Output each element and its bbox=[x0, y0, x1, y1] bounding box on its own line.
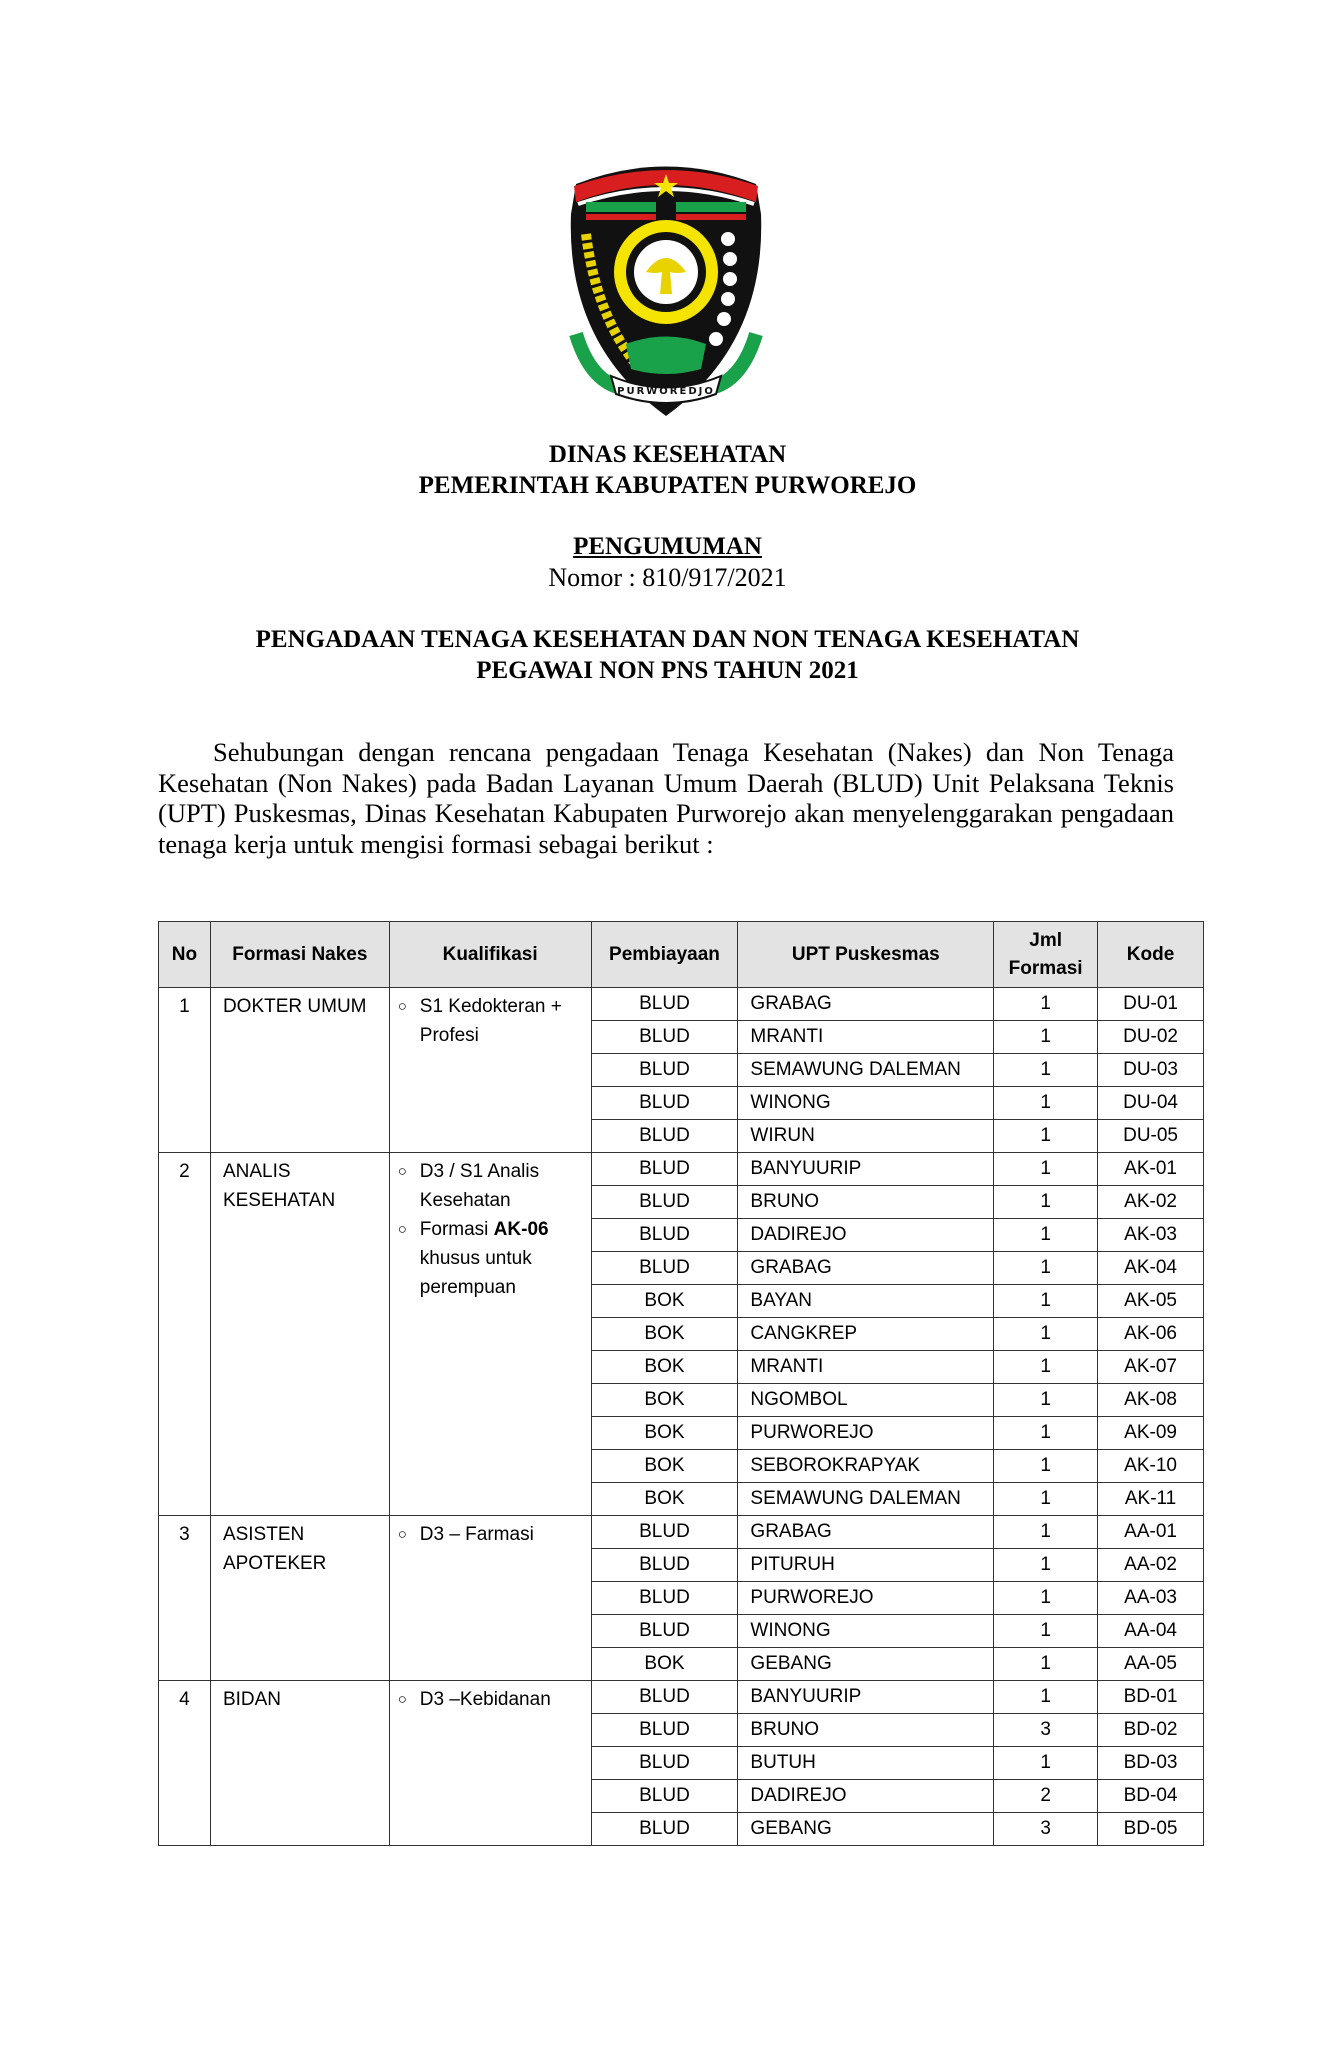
funding: BLUD bbox=[591, 1582, 738, 1615]
formation-name: DOKTER UMUM bbox=[210, 988, 389, 1153]
qualification-text: S1 Kedokteran + Profesi bbox=[419, 996, 562, 1046]
funding: BOK bbox=[591, 1285, 738, 1318]
qualification-code: AK-06 bbox=[493, 1219, 549, 1240]
formation-count: 1 bbox=[994, 1318, 1098, 1351]
puskesmas: BAYAN bbox=[738, 1285, 994, 1318]
code: AK-03 bbox=[1098, 1219, 1204, 1252]
puskesmas: BANYUURIP bbox=[738, 1681, 994, 1714]
funding: BOK bbox=[591, 1450, 738, 1483]
qualification-item bbox=[396, 1520, 585, 1549]
funding: BLUD bbox=[591, 1219, 738, 1252]
puskesmas: NGOMBOL bbox=[738, 1384, 994, 1417]
puskesmas: BUTUH bbox=[738, 1747, 994, 1780]
formation-table bbox=[158, 921, 1204, 1846]
formation-count: 1 bbox=[994, 1747, 1098, 1780]
qualification-text: D3 – Farmasi bbox=[419, 1524, 534, 1545]
puskesmas: GEBANG bbox=[738, 1813, 994, 1846]
subject-line-2: PEGAWAI NON PNS TAHUN 2021 bbox=[476, 657, 859, 684]
puskesmas: GRABAG bbox=[738, 1516, 994, 1549]
code: BD-02 bbox=[1098, 1714, 1204, 1747]
formation-name: ASISTEN APOTEKER bbox=[210, 1516, 389, 1681]
funding: BLUD bbox=[591, 1186, 738, 1219]
formation-count: 1 bbox=[994, 1549, 1098, 1582]
funding: BOK bbox=[591, 1384, 738, 1417]
puskesmas: PITURUH bbox=[738, 1549, 994, 1582]
code: DU-04 bbox=[1098, 1087, 1204, 1120]
intro-paragraph: Sehubungan dengan rencana pengadaan Tenaga Kesehatan (Nakes) dan Non Tenaga Kesehatan (Non Nakes) pada Badan Layanan Umum Daerah (BLUD) Unit Pelaksana Teknis (UPT) Puskesmas, Dinas Kesehatan Kabupaten Purworejo akan menyelenggarakan pengadaan tenaga kerja untuk mengisi formasi sebagai berikut : bbox=[158, 737, 1174, 860]
formation-count: 1 bbox=[994, 1648, 1098, 1681]
code: AK-09 bbox=[1098, 1417, 1204, 1450]
table-row bbox=[159, 1681, 1204, 1714]
formation-count: 1 bbox=[994, 1219, 1098, 1252]
formation-count: 3 bbox=[994, 1714, 1098, 1747]
puskesmas: WIRUN bbox=[738, 1120, 994, 1153]
funding: BLUD bbox=[591, 1516, 738, 1549]
document-number: Nomor : 810/917/2021 bbox=[548, 563, 787, 592]
formation-count: 1 bbox=[994, 1252, 1098, 1285]
formation-count: 1 bbox=[994, 1021, 1098, 1054]
puskesmas: GEBANG bbox=[738, 1648, 994, 1681]
code: AK-07 bbox=[1098, 1351, 1204, 1384]
puskesmas: WINONG bbox=[738, 1087, 994, 1120]
formation-count: 1 bbox=[994, 1153, 1098, 1186]
funding: BLUD bbox=[591, 1615, 738, 1648]
puskesmas: PURWOREJO bbox=[738, 1417, 994, 1450]
funding: BLUD bbox=[591, 1252, 738, 1285]
code: BD-05 bbox=[1098, 1813, 1204, 1846]
puskesmas: WINONG bbox=[738, 1615, 994, 1648]
qualification-item bbox=[396, 992, 585, 1050]
puskesmas: DADIREJO bbox=[738, 1780, 994, 1813]
funding: BLUD bbox=[591, 1054, 738, 1087]
column-header: Formasi Nakes bbox=[210, 922, 389, 988]
qualification bbox=[389, 1153, 591, 1516]
code: AK-06 bbox=[1098, 1318, 1204, 1351]
puskesmas: BRUNO bbox=[738, 1714, 994, 1747]
puskesmas: SEMAWUNG DALEMAN bbox=[738, 1483, 994, 1516]
qualification-item bbox=[396, 1215, 585, 1302]
code: AK-02 bbox=[1098, 1186, 1204, 1219]
puskesmas: DADIREJO bbox=[738, 1219, 994, 1252]
code: AK-01 bbox=[1098, 1153, 1204, 1186]
qualification-text: D3 / S1 Analis Kesehatan bbox=[419, 1161, 540, 1211]
formation-count: 1 bbox=[994, 1516, 1098, 1549]
qualification-text: Formasi bbox=[419, 1219, 494, 1240]
row-number: 1 bbox=[159, 988, 211, 1153]
code: AK-08 bbox=[1098, 1384, 1204, 1417]
formation-count: 3 bbox=[994, 1813, 1098, 1846]
agency-name: DINAS KESEHATAN bbox=[548, 441, 787, 468]
funding: BLUD bbox=[591, 1021, 738, 1054]
subject-line-1: PENGADAAN TENAGA KESEHATAN DAN NON TENAGA KESEHATAN bbox=[255, 626, 1080, 653]
column-header: Kode bbox=[1098, 922, 1204, 988]
formation-count: 1 bbox=[994, 1054, 1098, 1087]
funding: BLUD bbox=[591, 1813, 738, 1846]
table-row bbox=[159, 988, 1204, 1021]
formation-count: 1 bbox=[994, 1120, 1098, 1153]
funding: BOK bbox=[591, 1417, 738, 1450]
column-header: Jml Formasi bbox=[994, 922, 1098, 988]
code: AA-03 bbox=[1098, 1582, 1204, 1615]
funding: BOK bbox=[591, 1351, 738, 1384]
code: AK-04 bbox=[1098, 1252, 1204, 1285]
formation-count: 1 bbox=[994, 1615, 1098, 1648]
formation-count: 1 bbox=[994, 1351, 1098, 1384]
formation-count: 1 bbox=[994, 1087, 1098, 1120]
puskesmas: PURWOREJO bbox=[738, 1582, 994, 1615]
code: DU-05 bbox=[1098, 1120, 1204, 1153]
qualification bbox=[389, 1681, 591, 1846]
puskesmas: BRUNO bbox=[738, 1186, 994, 1219]
puskesmas: GRABAG bbox=[738, 988, 994, 1021]
code: AK-05 bbox=[1098, 1285, 1204, 1318]
funding: BLUD bbox=[591, 1780, 738, 1813]
formation-count: 1 bbox=[994, 1582, 1098, 1615]
qualification bbox=[389, 1516, 591, 1681]
funding: BOK bbox=[591, 1483, 738, 1516]
puskesmas: SEBOROKRAPYAK bbox=[738, 1450, 994, 1483]
table-row bbox=[159, 1516, 1204, 1549]
formation-count: 2 bbox=[994, 1780, 1098, 1813]
formation-count: 1 bbox=[994, 1186, 1098, 1219]
funding: BOK bbox=[591, 1318, 738, 1351]
funding: BLUD bbox=[591, 1549, 738, 1582]
code: BD-03 bbox=[1098, 1747, 1204, 1780]
qualification bbox=[389, 988, 591, 1153]
funding: BLUD bbox=[591, 1681, 738, 1714]
formation-count: 1 bbox=[994, 1450, 1098, 1483]
qualification-item bbox=[396, 1157, 585, 1215]
column-header: No bbox=[159, 922, 211, 988]
code: AA-04 bbox=[1098, 1615, 1204, 1648]
formation-name: ANALIS KESEHATAN bbox=[210, 1153, 389, 1516]
formation-count: 1 bbox=[994, 1285, 1098, 1318]
formation-count: 1 bbox=[994, 1483, 1098, 1516]
funding: BLUD bbox=[591, 1153, 738, 1186]
puskesmas: BANYUURIP bbox=[738, 1153, 994, 1186]
row-number: 2 bbox=[159, 1153, 211, 1516]
document-type: PENGUMUMAN bbox=[573, 533, 762, 560]
code: DU-03 bbox=[1098, 1054, 1204, 1087]
table-header-row bbox=[159, 922, 1204, 988]
formation-name: BIDAN bbox=[210, 1681, 389, 1846]
row-number: 4 bbox=[159, 1681, 211, 1846]
puskesmas: CANGKREP bbox=[738, 1318, 994, 1351]
formation-count: 1 bbox=[994, 1681, 1098, 1714]
code: AA-02 bbox=[1098, 1549, 1204, 1582]
purworejo-regency-emblem bbox=[556, 154, 776, 420]
funding: BLUD bbox=[591, 1747, 738, 1780]
formation-count: 1 bbox=[994, 1384, 1098, 1417]
formation-count: 1 bbox=[994, 988, 1098, 1021]
government-name: PEMERINTAH KABUPATEN PURWOREJO bbox=[418, 472, 917, 499]
code: AA-05 bbox=[1098, 1648, 1204, 1681]
column-header: Kualifikasi bbox=[389, 922, 591, 988]
qualification-text: khusus untuk perempuan bbox=[419, 1248, 532, 1298]
puskesmas: GRABAG bbox=[738, 1252, 994, 1285]
table-row bbox=[159, 1153, 1204, 1186]
puskesmas: MRANTI bbox=[738, 1021, 994, 1054]
code: BD-01 bbox=[1098, 1681, 1204, 1714]
code: DU-02 bbox=[1098, 1021, 1204, 1054]
funding: BLUD bbox=[591, 1087, 738, 1120]
column-header: UPT Puskesmas bbox=[738, 922, 994, 988]
funding: BLUD bbox=[591, 1714, 738, 1747]
funding: BLUD bbox=[591, 988, 738, 1021]
code: AK-10 bbox=[1098, 1450, 1204, 1483]
formation-count: 1 bbox=[994, 1417, 1098, 1450]
svg-text:PURWOREDJO: PURWOREDJO bbox=[617, 386, 715, 397]
row-number: 3 bbox=[159, 1516, 211, 1681]
column-header: Pembiayaan bbox=[591, 922, 738, 988]
code: DU-01 bbox=[1098, 988, 1204, 1021]
funding: BLUD bbox=[591, 1120, 738, 1153]
code: AK-11 bbox=[1098, 1483, 1204, 1516]
code: BD-04 bbox=[1098, 1780, 1204, 1813]
funding: BOK bbox=[591, 1648, 738, 1681]
puskesmas: MRANTI bbox=[738, 1351, 994, 1384]
code: AA-01 bbox=[1098, 1516, 1204, 1549]
qualification-item bbox=[396, 1685, 585, 1714]
qualification-text: D3 –Kebidanan bbox=[419, 1689, 551, 1710]
puskesmas: SEMAWUNG DALEMAN bbox=[738, 1054, 994, 1087]
